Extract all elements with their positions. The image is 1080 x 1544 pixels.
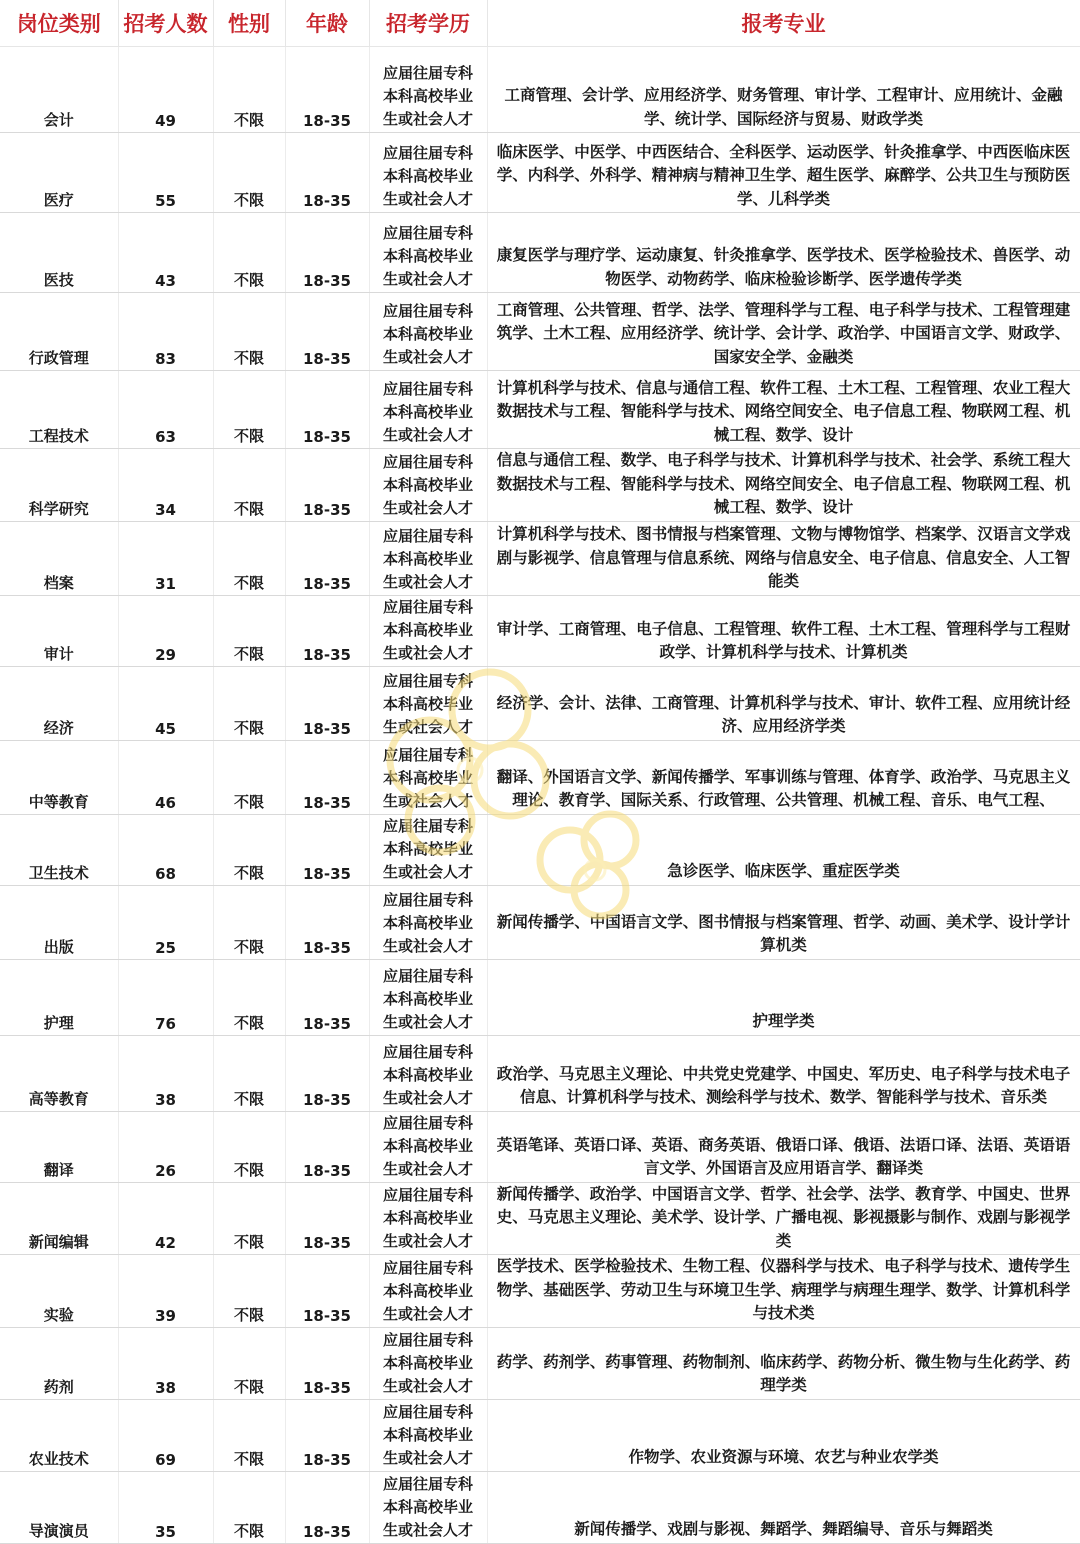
- education-line: 应届往届专科: [382, 144, 473, 162]
- education-line: 应届往届专科: [382, 64, 473, 82]
- cell-gender: 不限: [213, 1399, 285, 1471]
- cell-education: [369, 293, 487, 371]
- cell-count: 68: [118, 814, 213, 885]
- education-line: 应届往届专科: [382, 1402, 473, 1421]
- table-row: [0, 959, 1080, 1035]
- table-row: [0, 1111, 1080, 1182]
- cell-age: 18-35: [285, 293, 369, 371]
- cell-gender: 不限: [213, 1471, 285, 1543]
- cell-category: 行政管理: [0, 293, 118, 371]
- table-row: [0, 740, 1080, 814]
- table-row: [0, 213, 1080, 293]
- education-line: 本科高校毕业: [382, 1281, 473, 1300]
- cell-gender: 不限: [213, 885, 285, 959]
- cell-age: 18-35: [285, 1111, 369, 1182]
- education-line: 生或社会人才: [382, 1520, 473, 1539]
- education-line: 应届往届专科: [382, 380, 473, 398]
- cell-majors: 英语笔译、英语口译、英语、商务英语、俄语口译、俄语、法语口译、法语、英语语言文学、外国语言及应用语言学、翻译类: [487, 1111, 1080, 1182]
- cell-count: 39: [118, 1255, 213, 1328]
- cell-gender: 不限: [213, 521, 285, 595]
- cell-count: 26: [118, 1111, 213, 1182]
- cell-count: 49: [118, 47, 213, 133]
- cell-education: [369, 959, 487, 1035]
- cell-gender: 不限: [213, 47, 285, 133]
- cell-gender: 不限: [213, 1255, 285, 1328]
- table-row: [0, 1182, 1080, 1255]
- table-row: [0, 293, 1080, 371]
- education-line: 应届往届专科: [382, 452, 473, 471]
- cell-age: 18-35: [285, 1035, 369, 1111]
- cell-category: 档案: [0, 521, 118, 595]
- education-line: 本科高校毕业: [382, 549, 473, 568]
- table-row: [0, 47, 1080, 133]
- education-line: 生或社会人才: [382, 270, 473, 288]
- cell-gender: 不限: [213, 133, 285, 213]
- header-education: 招考学历: [369, 0, 487, 47]
- cell-education: [369, 1182, 487, 1255]
- cell-education: [369, 666, 487, 740]
- cell-category: 卫生技术: [0, 814, 118, 885]
- education-line: 本科高校毕业: [382, 475, 473, 494]
- cell-majors: 护理学类: [487, 959, 1080, 1035]
- cell-majors: 经济学、会计、法律、工商管理、计算机科学与技术、审计、软件工程、应用统计经济、应用经济学类: [487, 666, 1080, 740]
- cell-count: 29: [118, 595, 213, 666]
- table-row: [0, 1471, 1080, 1543]
- education-line: 生或社会人才: [382, 110, 473, 128]
- cell-category: 工程技术: [0, 371, 118, 449]
- cell-age: 18-35: [285, 1327, 369, 1399]
- cell-education: [369, 595, 487, 666]
- cell-category: 农业技术: [0, 1399, 118, 1471]
- cell-category: 护理: [0, 959, 118, 1035]
- cell-count: 43: [118, 213, 213, 293]
- cell-majors: 计算机科学与技术、图书情报与档案管理、文物与博物馆学、档案学、汉语言文学戏剧与影视学、信息管理与信息系统、网络与信息安全、电子信息、信息安全、人工智能类: [487, 521, 1080, 595]
- cell-age: 18-35: [285, 1255, 369, 1328]
- cell-education: [369, 371, 487, 449]
- cell-category: 科学研究: [0, 449, 118, 522]
- education-line: 应届往届专科: [382, 224, 473, 242]
- cell-age: 18-35: [285, 959, 369, 1035]
- table-row: [0, 666, 1080, 740]
- cell-majors: 工商管理、会计学、应用经济学、财务管理、审计学、工程审计、应用统计、金融学、统计学、国际经济与贸易、财政学类: [487, 47, 1080, 133]
- table-row: [0, 133, 1080, 213]
- cell-count: 83: [118, 293, 213, 371]
- education-line: 生或社会人才: [382, 1232, 473, 1250]
- cell-gender: 不限: [213, 740, 285, 814]
- education-line: 应届往届专科: [382, 745, 473, 764]
- cell-count: 34: [118, 449, 213, 522]
- cell-count: 35: [118, 1471, 213, 1543]
- education-line: 生或社会人才: [382, 643, 473, 662]
- education-line: 应届往届专科: [382, 526, 473, 545]
- cell-age: 18-35: [285, 371, 369, 449]
- cell-education: [369, 814, 487, 885]
- cell-education: [369, 1111, 487, 1182]
- cell-majors: 急诊医学、临床医学、重症医学类: [487, 814, 1080, 885]
- cell-majors: 审计学、工商管理、电子信息、工程管理、软件工程、土木工程、管理科学与工程财政学、计算机科学与技术、计算机类: [487, 595, 1080, 666]
- cell-count: 55: [118, 133, 213, 213]
- cell-majors: 翻译、外国语言文学、新闻传播学、军事训练与管理、体育学、政治学、马克思主义理论、教育学、国际关系、行政管理、公共管理、机械工程、音乐、电气工程、: [487, 740, 1080, 814]
- cell-age: 18-35: [285, 133, 369, 213]
- cell-count: 31: [118, 521, 213, 595]
- education-line: 生或社会人才: [382, 1448, 473, 1467]
- education-line: 本科高校毕业: [382, 247, 473, 265]
- education-line: 本科高校毕业: [382, 989, 473, 1008]
- cell-gender: 不限: [213, 666, 285, 740]
- cell-education: [369, 47, 487, 133]
- education-line: 本科高校毕业: [382, 1353, 473, 1372]
- cell-age: 18-35: [285, 213, 369, 293]
- cell-gender: 不限: [213, 595, 285, 666]
- cell-count: 45: [118, 666, 213, 740]
- education-line: 本科高校毕业: [382, 620, 473, 639]
- cell-gender: 不限: [213, 959, 285, 1035]
- education-line: 生或社会人才: [382, 791, 473, 810]
- table-row: [0, 1399, 1080, 1471]
- cell-education: [369, 1327, 487, 1399]
- education-line: 生或社会人才: [382, 1088, 473, 1107]
- cell-majors: 信息与通信工程、数学、电子科学与技术、计算机科学与技术、社会学、系统工程大数据技术与工程、智能科学与技术、网络空间安全、电子信息工程、物联网工程、机械工程、数学、设计: [487, 449, 1080, 522]
- cell-majors: 政治学、马克思主义理论、中共党史党建学、中国史、军历史、电子科学与技术电子信息、计算机科学与技术、测绘科学与技术、数学、智能科学与技术、音乐类: [487, 1035, 1080, 1111]
- cell-gender: 不限: [213, 1111, 285, 1182]
- education-line: 生或社会人才: [382, 1376, 473, 1395]
- cell-category: 医疗: [0, 133, 118, 213]
- table-row: [0, 1035, 1080, 1111]
- cell-age: 18-35: [285, 666, 369, 740]
- cell-age: 18-35: [285, 1182, 369, 1255]
- table-row: [0, 521, 1080, 595]
- table-row: [0, 449, 1080, 522]
- cell-category: 药剂: [0, 1327, 118, 1399]
- cell-education: [369, 449, 487, 522]
- cell-education: [369, 1035, 487, 1111]
- education-line: 本科高校毕业: [382, 1497, 473, 1516]
- education-line: 生或社会人才: [382, 862, 473, 881]
- education-line: 生或社会人才: [382, 498, 473, 517]
- education-line: 生或社会人才: [382, 1012, 473, 1031]
- cell-gender: 不限: [213, 293, 285, 371]
- cell-category: 高等教育: [0, 1035, 118, 1111]
- cell-education: [369, 1255, 487, 1328]
- cell-count: 46: [118, 740, 213, 814]
- education-line: 生或社会人才: [382, 572, 473, 591]
- cell-majors: 作物学、农业资源与环境、农艺与种业农学类: [487, 1399, 1080, 1471]
- education-line: 应届往届专科: [382, 671, 473, 690]
- header-category: 岗位类别: [0, 0, 118, 47]
- cell-count: 42: [118, 1182, 213, 1255]
- cell-age: 18-35: [285, 595, 369, 666]
- education-line: 生或社会人才: [382, 426, 473, 444]
- education-line: 生或社会人才: [382, 717, 473, 736]
- cell-education: [369, 885, 487, 959]
- cell-category: 中等教育: [0, 740, 118, 814]
- education-line: 本科高校毕业: [382, 1425, 473, 1444]
- header-row: [0, 0, 1080, 47]
- education-line: 生或社会人才: [382, 348, 473, 366]
- cell-count: 38: [118, 1035, 213, 1111]
- education-line: 应届往届专科: [382, 1258, 473, 1277]
- cell-majors: 新闻传播学、戏剧与影视、舞蹈学、舞蹈编导、音乐与舞蹈类: [487, 1471, 1080, 1543]
- cell-age: 18-35: [285, 1399, 369, 1471]
- education-line: 生或社会人才: [382, 936, 473, 955]
- education-line: 本科高校毕业: [382, 768, 473, 787]
- cell-majors: 新闻传播学、中国语言文学、图书情报与档案管理、哲学、动画、美术学、设计学计算机类: [487, 885, 1080, 959]
- table-row: [0, 814, 1080, 885]
- education-line: 应届往届专科: [382, 890, 473, 909]
- cell-majors: 医学技术、医学检验技术、生物工程、仪器科学与技术、电子科学与技术、遗传学生物学、基础医学、劳动卫生与环境卫生学、病理学与病理生理学、数学、计算机科学与技术类: [487, 1255, 1080, 1328]
- cell-category: 实验: [0, 1255, 118, 1328]
- cell-age: 18-35: [285, 1471, 369, 1543]
- cell-gender: 不限: [213, 1035, 285, 1111]
- education-line: 应届往届专科: [382, 1113, 473, 1132]
- education-line: 本科高校毕业: [382, 1065, 473, 1084]
- cell-gender: 不限: [213, 213, 285, 293]
- cell-age: 18-35: [285, 814, 369, 885]
- cell-count: 76: [118, 959, 213, 1035]
- header-age: 年龄: [285, 0, 369, 47]
- cell-category: 出版: [0, 885, 118, 959]
- education-line: 本科高校毕业: [382, 694, 473, 713]
- cell-category: 新闻编辑: [0, 1182, 118, 1255]
- table-row: [0, 595, 1080, 666]
- cell-age: 18-35: [285, 521, 369, 595]
- education-line: 本科高校毕业: [382, 913, 473, 932]
- cell-category: 经济: [0, 666, 118, 740]
- education-line: 本科高校毕业: [382, 1136, 473, 1155]
- education-line: 应届往届专科: [382, 966, 473, 985]
- cell-age: 18-35: [285, 740, 369, 814]
- cell-gender: 不限: [213, 814, 285, 885]
- cell-education: [369, 133, 487, 213]
- cell-count: 38: [118, 1327, 213, 1399]
- cell-education: [369, 1471, 487, 1543]
- cell-majors: 计算机科学与技术、信息与通信工程、软件工程、土木工程、工程管理、农业工程大数据技术与工程、智能科学与技术、网络空间安全、电子信息工程、物联网工程、机械工程、数学、设计: [487, 371, 1080, 449]
- header-gender: 性别: [213, 0, 285, 47]
- cell-category: 翻译: [0, 1111, 118, 1182]
- header-count: 招考人数: [118, 0, 213, 47]
- cell-age: 18-35: [285, 885, 369, 959]
- education-line: 应届往届专科: [382, 1186, 473, 1204]
- table-row: [0, 1327, 1080, 1399]
- education-line: 本科高校毕业: [382, 839, 473, 858]
- cell-category: 审计: [0, 595, 118, 666]
- cell-age: 18-35: [285, 449, 369, 522]
- cell-education: [369, 740, 487, 814]
- cell-gender: 不限: [213, 1327, 285, 1399]
- cell-education: [369, 521, 487, 595]
- cell-majors: 康复医学与理疗学、运动康复、针灸推拿学、医学技术、医学检验技术、兽医学、动物医学、动物药学、临床检验诊断学、医学遗传学类: [487, 213, 1080, 293]
- cell-gender: 不限: [213, 1182, 285, 1255]
- header-majors: 报考专业: [487, 0, 1080, 47]
- cell-majors: 工商管理、公共管理、哲学、法学、管理科学与工程、电子科学与技术、工程管理建筑学、土木工程、应用经济学、统计学、会计学、政治学、中国语言文学、财政学、国家安全学、金融类: [487, 293, 1080, 371]
- table-row: [0, 885, 1080, 959]
- education-line: 应届往届专科: [382, 1330, 473, 1349]
- education-line: 生或社会人才: [382, 1159, 473, 1178]
- cell-majors: 临床医学、中医学、中西医结合、全科医学、运动医学、针灸推拿学、中西医临床医学、内科学、外科学、精神病与精神卫生学、超生医学、麻醉学、公共卫生与预防医学、儿科学类: [487, 133, 1080, 213]
- education-line: 本科高校毕业: [382, 87, 473, 105]
- cell-age: 18-35: [285, 47, 369, 133]
- cell-category: 会计: [0, 47, 118, 133]
- cell-category: 导演演员: [0, 1471, 118, 1543]
- education-line: 应届往届专科: [382, 1474, 473, 1493]
- education-line: 应届往届专科: [382, 816, 473, 835]
- cell-count: 63: [118, 371, 213, 449]
- education-line: 本科高校毕业: [382, 167, 473, 185]
- cell-gender: 不限: [213, 371, 285, 449]
- education-line: 应届往届专科: [382, 597, 473, 616]
- cell-count: 25: [118, 885, 213, 959]
- cell-gender: 不限: [213, 449, 285, 522]
- education-line: 本科高校毕业: [382, 403, 473, 421]
- table-row: [0, 1255, 1080, 1328]
- cell-category: 医技: [0, 213, 118, 293]
- education-line: 本科高校毕业: [382, 325, 473, 343]
- cell-majors: 新闻传播学、政治学、中国语言文学、哲学、社会学、法学、教育学、中国史、世界史、马克思主义理论、美术学、设计学、广播电视、影视摄影与制作、戏剧与影视学类: [487, 1182, 1080, 1255]
- education-line: 生或社会人才: [382, 190, 473, 208]
- table-row: [0, 371, 1080, 449]
- cell-education: [369, 213, 487, 293]
- education-line: 本科高校毕业: [382, 1209, 473, 1227]
- table-body: [0, 47, 1080, 1544]
- cell-count: 69: [118, 1399, 213, 1471]
- education-line: 应届往届专科: [382, 302, 473, 320]
- cell-majors: 药学、药剂学、药事管理、药物制剂、临床药学、药物分析、微生物与生化药学、药理学类: [487, 1327, 1080, 1399]
- cell-education: [369, 1399, 487, 1471]
- education-line: 应届往届专科: [382, 1042, 473, 1061]
- education-line: 生或社会人才: [382, 1304, 473, 1323]
